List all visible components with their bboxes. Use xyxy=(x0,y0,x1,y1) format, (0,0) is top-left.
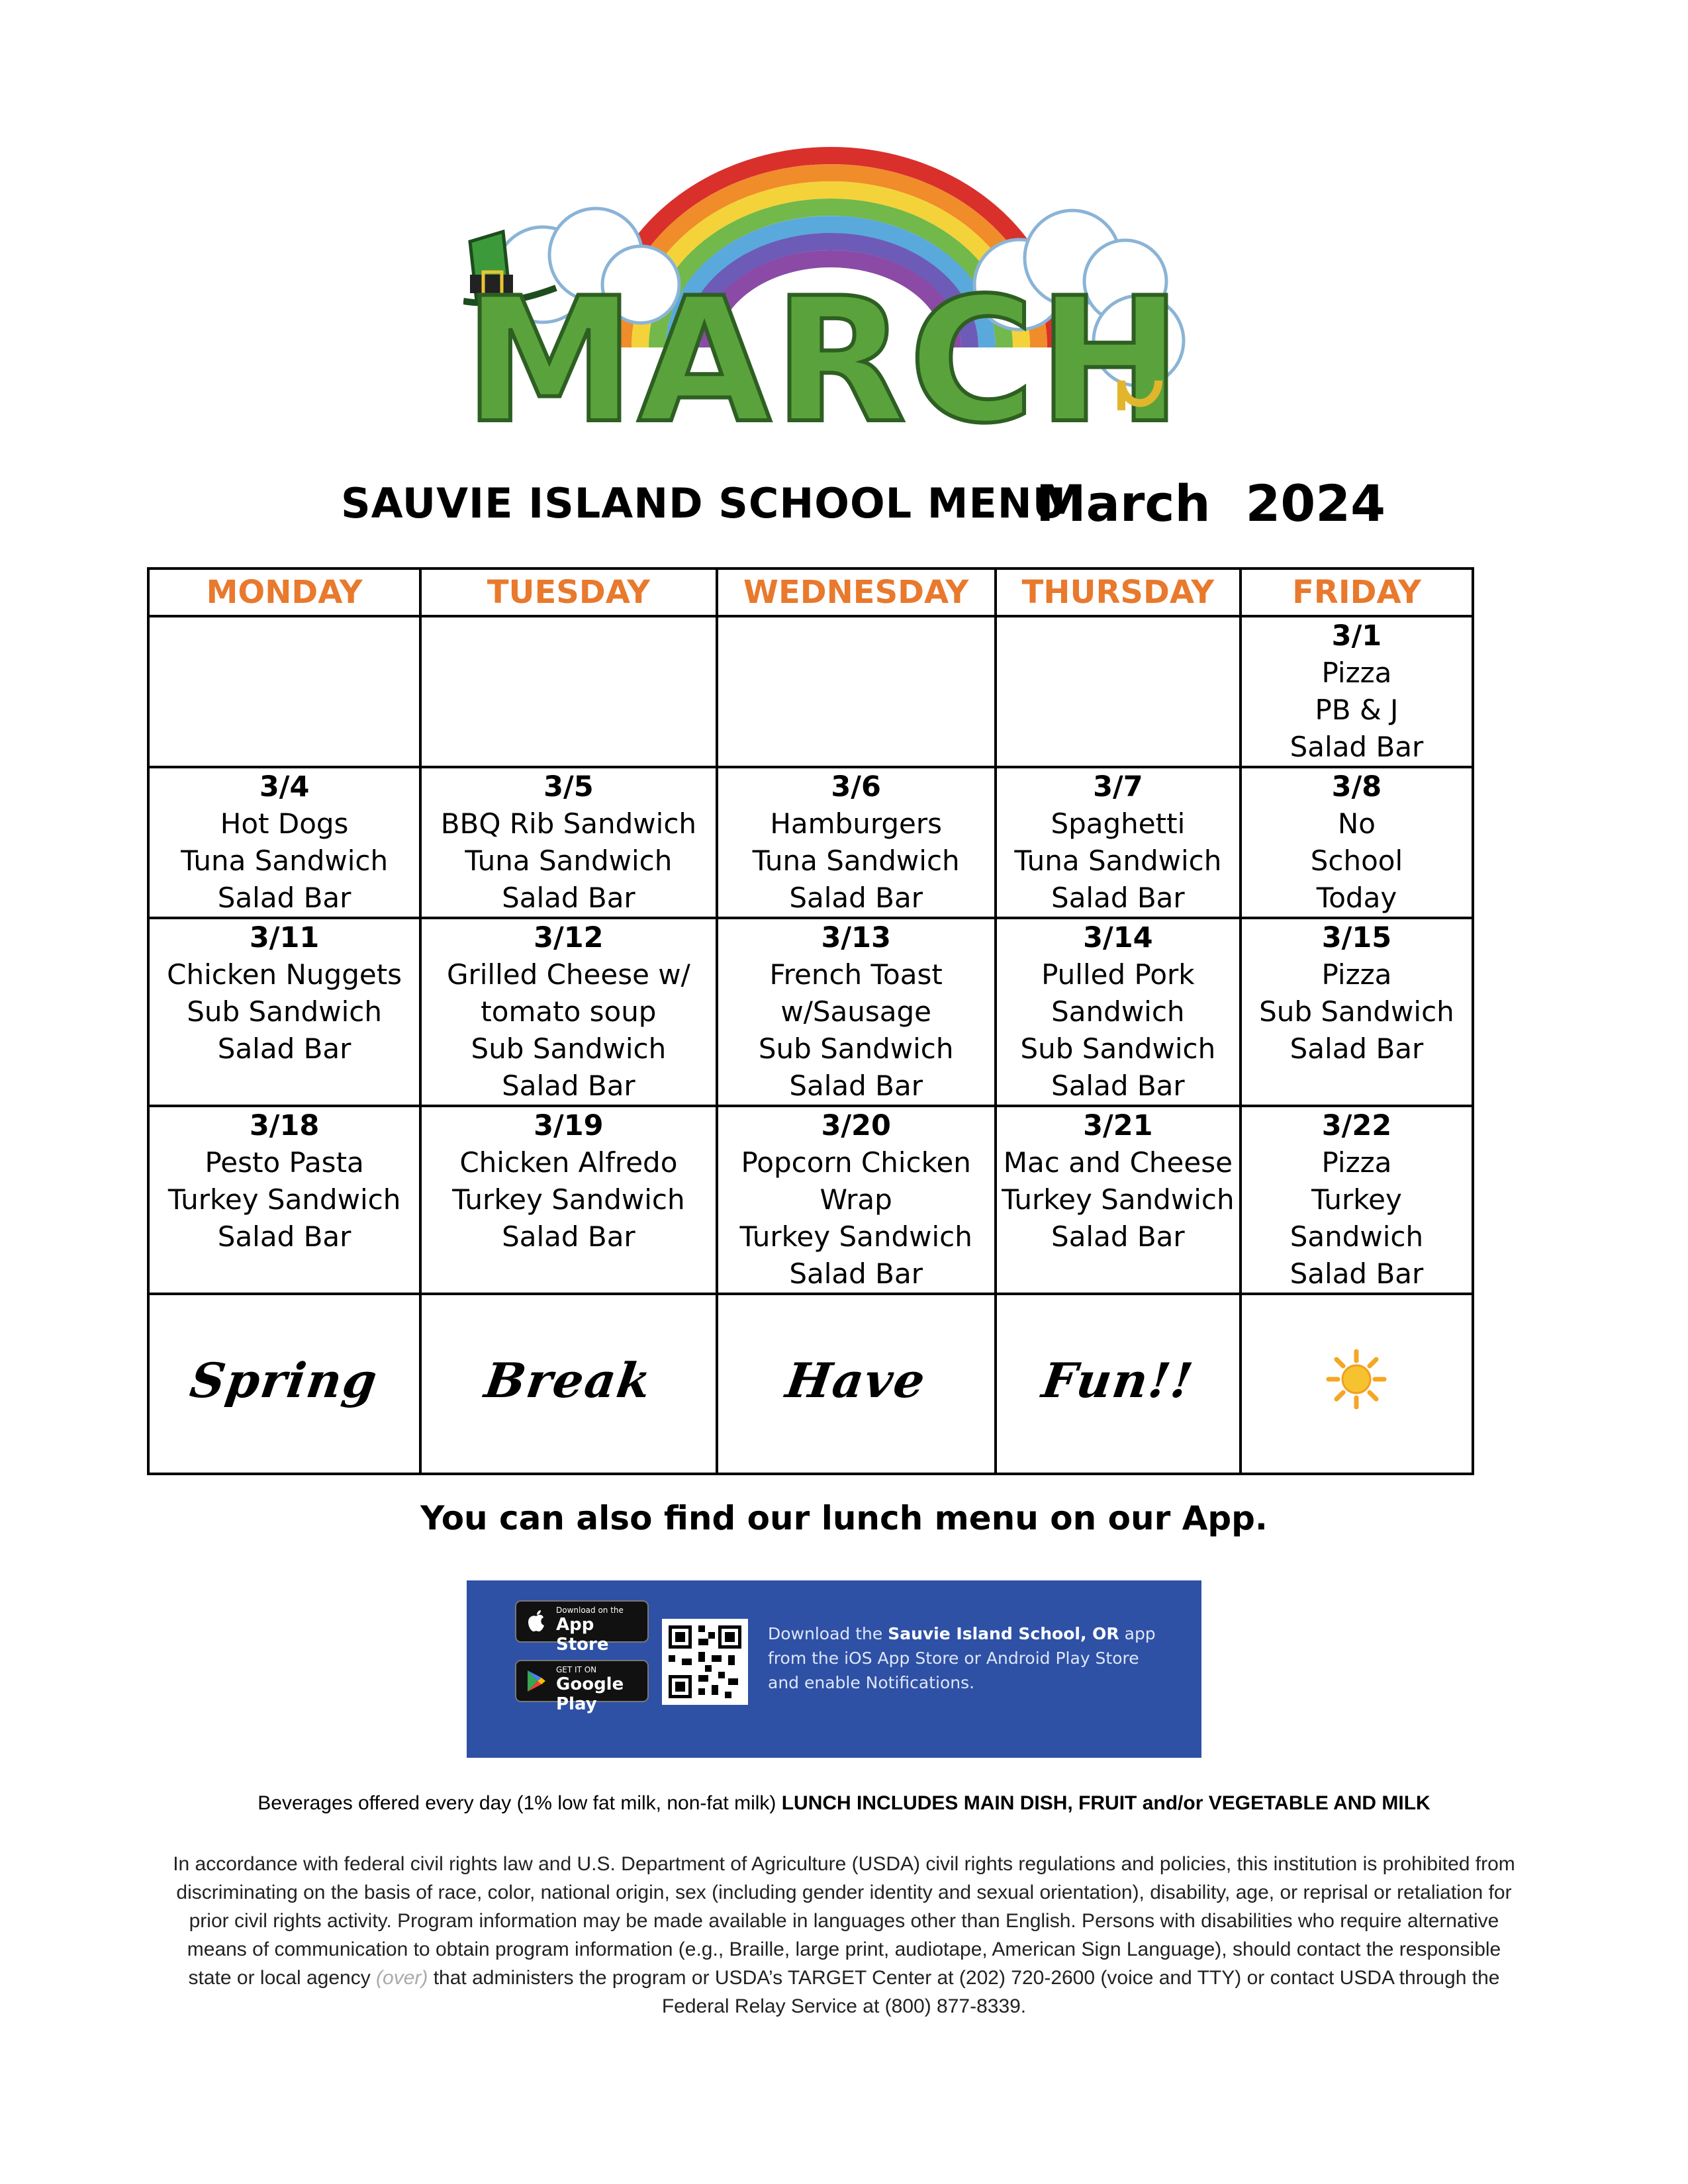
day-header-tuesday: TUESDAY xyxy=(420,569,716,616)
day-cell-3-6 xyxy=(717,767,996,918)
menu-item: w/Sausage xyxy=(780,995,931,1028)
menu-item: Salad Bar xyxy=(789,1069,923,1102)
menu-item: Pizza xyxy=(1321,1146,1392,1179)
menu-item: Popcorn Chicken xyxy=(741,1146,971,1179)
menu-item: Turkey Sandwich xyxy=(1002,1183,1235,1216)
banner-text-part: from the iOS App Store or Android Play Store xyxy=(768,1649,1139,1668)
day-cell-3-13 xyxy=(717,918,996,1106)
menu-item: Sandwich xyxy=(1289,1220,1424,1253)
app-store-small-text: Download on the xyxy=(556,1606,624,1615)
menu-item: Pesto Pasta xyxy=(205,1146,364,1179)
day-date: 3/5 xyxy=(543,770,594,803)
day-cell-3-15 xyxy=(1241,918,1473,1106)
sun-icon xyxy=(1325,1347,1388,1411)
day-date: 3/11 xyxy=(249,921,320,954)
day-date: 3/18 xyxy=(249,1109,320,1142)
menu-item: Turkey Sandwich xyxy=(452,1183,685,1216)
month-year: March 2024 xyxy=(1036,474,1385,533)
day-cell-3-20 xyxy=(717,1106,996,1294)
menu-item: Sandwich xyxy=(1051,995,1185,1028)
menu-item: Tuna Sandwich xyxy=(181,844,389,877)
beverages-text: Beverages offered every day (1% low fat milk, non-fat milk) xyxy=(258,1792,782,1814)
day-date: 3/15 xyxy=(1321,921,1392,954)
menu-item: Pizza xyxy=(1321,958,1392,991)
menu-title-row xyxy=(0,474,1688,552)
qr-code-icon[interactable] xyxy=(662,1619,748,1705)
menu-calendar-table xyxy=(147,567,1474,1475)
menu-item: Salad Bar xyxy=(217,1032,352,1065)
app-download-banner xyxy=(467,1580,1201,1758)
script-word: Break xyxy=(481,1351,656,1408)
menu-item: Sub Sandwich xyxy=(471,1032,667,1065)
menu-item: Salad Bar xyxy=(789,1257,923,1290)
day-cell-3-4 xyxy=(148,767,420,918)
spring-break-row xyxy=(148,1294,1473,1474)
beverages-note xyxy=(0,1792,1688,1815)
menu-item: Wrap xyxy=(820,1183,892,1216)
day-date: 3/21 xyxy=(1083,1109,1153,1142)
empty-day-cell xyxy=(996,616,1241,767)
menu-item: Tuna Sandwich xyxy=(465,844,673,877)
menu-item: Mac and Cheese xyxy=(1003,1146,1233,1179)
menu-item: Pizza xyxy=(1321,657,1392,689)
menu-item: Chicken Nuggets xyxy=(167,958,402,991)
menu-item: Hamburgers xyxy=(770,807,943,840)
menu-item: Salad Bar xyxy=(502,1220,635,1253)
app-notice: You can also find our lunch menu on our App. xyxy=(420,1499,1268,1537)
menu-item: Salad Bar xyxy=(1289,731,1424,763)
day-date: 3/22 xyxy=(1321,1109,1392,1142)
civil-rights-text: In accordance with federal civil rights law and U.S. Department of Agriculture (USDA) civil rights regulations and policies, this institution is prohibited from discriminating on the basis of race, color, national origin, sex (including gender identity and sexual orientation), disability, age, or reprisal or retaliation for prior civil rights activity. Program information may be made available in languages other than English. Persons with disabilities who require alternative means of communication to obtain program information (e.g., Braille, large print, audiotape, American Sign Language), should contact the responsible state or local agency xyxy=(173,1853,1515,1989)
menu-item: Sub Sandwich xyxy=(1020,1032,1216,1065)
civil-rights-statement xyxy=(172,1850,1516,2021)
day-header-thursday: THURSDAY xyxy=(996,569,1241,616)
menu-item: Sub Sandwich xyxy=(187,995,382,1028)
menu-item: Today xyxy=(1316,882,1397,914)
week-row xyxy=(148,1106,1473,1294)
apple-icon xyxy=(526,1610,547,1633)
day-date: 3/7 xyxy=(1093,770,1143,803)
lunch-includes-text: LUNCH INCLUDES MAIN DISH, FRUIT and/or VEGETABLE AND MILK xyxy=(781,1792,1430,1814)
day-date: 3/6 xyxy=(831,770,881,803)
day-cell-3-18 xyxy=(148,1106,420,1294)
day-header-friday: FRIDAY xyxy=(1241,569,1473,616)
spring-break-cell xyxy=(996,1294,1241,1474)
day-date: 3/8 xyxy=(1331,770,1382,803)
banner-text-part: app xyxy=(1119,1624,1156,1643)
menu-item: Grilled Cheese w/ xyxy=(446,958,690,991)
day-header-wednesday: WEDNESDAY xyxy=(717,569,996,616)
google-play-badge[interactable] xyxy=(515,1660,649,1714)
day-header-row xyxy=(148,569,1473,616)
day-date: 3/4 xyxy=(259,770,310,803)
menu-item: No xyxy=(1337,807,1376,840)
day-cell-3-11 xyxy=(148,918,420,1106)
google-play-small-text: GET IT ON xyxy=(556,1665,597,1674)
script-word: Fun!! xyxy=(1039,1351,1197,1408)
spring-break-cell xyxy=(148,1294,420,1474)
day-cell-3-21 xyxy=(996,1106,1241,1294)
menu-item: Turkey Sandwich xyxy=(739,1220,972,1253)
banner-text-part: Download the xyxy=(768,1624,888,1643)
day-cell-3-22 xyxy=(1241,1106,1473,1294)
menu-item: Tuna Sandwich xyxy=(1014,844,1222,877)
week-row xyxy=(148,767,1473,918)
menu-item: Salad Bar xyxy=(217,1220,352,1253)
menu-item: Salad Bar xyxy=(1289,1032,1424,1065)
google-play-label: Google Play xyxy=(556,1674,624,1714)
menu-item: Turkey Sandwich xyxy=(167,1183,401,1216)
empty-day-cell xyxy=(717,616,996,767)
day-cell-3-5 xyxy=(420,767,716,918)
day-date: 3/20 xyxy=(821,1109,891,1142)
day-date: 3/12 xyxy=(534,921,604,954)
script-word: Have xyxy=(782,1351,930,1408)
week-row xyxy=(148,918,1473,1106)
menu-item: Spaghetti xyxy=(1051,807,1186,840)
school-menu-title: SAUVIE ISLAND SCHOOL MENU xyxy=(341,479,1067,527)
march-rainbow-art xyxy=(463,142,1198,440)
day-date: 3/13 xyxy=(821,921,891,954)
menu-item: Salad Bar xyxy=(789,882,923,914)
over-note: (over) xyxy=(376,1967,428,1989)
menu-item: Hot Dogs xyxy=(220,807,349,840)
day-date: 3/1 xyxy=(1331,619,1382,653)
empty-day-cell xyxy=(420,616,716,767)
day-cell-3-19 xyxy=(420,1106,716,1294)
menu-item: French Toast xyxy=(769,958,943,991)
spring-break-cell xyxy=(717,1294,996,1474)
civil-rights-text: that administers the program or USDA’s TARGET Center at (202) 720-2600 (voice and TTY) or contact USDA through the Federal Relay Service at (800) 877-8339. xyxy=(428,1967,1500,2017)
march-word: MARCH xyxy=(463,261,1185,440)
banner-instructions xyxy=(768,1621,1165,1695)
menu-item: Salad Bar xyxy=(502,882,635,914)
menu-item: Salad Bar xyxy=(1051,1069,1185,1102)
menu-item: School xyxy=(1310,844,1403,877)
banner-text-part: and enable Notifications. xyxy=(768,1673,975,1692)
day-date: 3/14 xyxy=(1083,921,1153,954)
day-date: 3/19 xyxy=(534,1109,604,1142)
empty-day-cell xyxy=(148,616,420,767)
menu-item: Pulled Pork xyxy=(1041,958,1195,991)
day-cell-3-7 xyxy=(996,767,1241,918)
menu-item: Salad Bar xyxy=(1289,1257,1424,1290)
menu-item: Sub Sandwich xyxy=(1259,995,1454,1028)
menu-item: Salad Bar xyxy=(502,1069,635,1102)
menu-item: tomato soup xyxy=(481,995,657,1028)
menu-item: Salad Bar xyxy=(1051,882,1185,914)
day-header-monday: MONDAY xyxy=(148,569,420,616)
day-cell-3-14 xyxy=(996,918,1241,1106)
script-word: Spring xyxy=(187,1351,382,1408)
menu-item: PB & J xyxy=(1315,694,1399,726)
menu-item: Chicken Alfredo xyxy=(459,1146,678,1179)
menu-item: Salad Bar xyxy=(217,882,352,914)
app-store-badge[interactable] xyxy=(515,1600,649,1655)
day-cell-3-1 xyxy=(1241,616,1473,767)
menu-item: Tuna Sandwich xyxy=(752,844,960,877)
menu-item: BBQ Rib Sandwich xyxy=(440,807,697,840)
google-play-icon xyxy=(526,1669,547,1693)
spring-break-cell xyxy=(420,1294,716,1474)
banner-app-name: Sauvie Island School, OR xyxy=(888,1624,1119,1643)
spring-break-cell xyxy=(1241,1294,1473,1474)
menu-item: Sub Sandwich xyxy=(758,1032,954,1065)
menu-item: Turkey xyxy=(1311,1183,1402,1216)
menu-item: Salad Bar xyxy=(1051,1220,1185,1253)
day-cell-3-12 xyxy=(420,918,716,1106)
app-store-label: App Store xyxy=(556,1615,609,1655)
day-cell-3-8 xyxy=(1241,767,1473,918)
week-row xyxy=(148,616,1473,767)
